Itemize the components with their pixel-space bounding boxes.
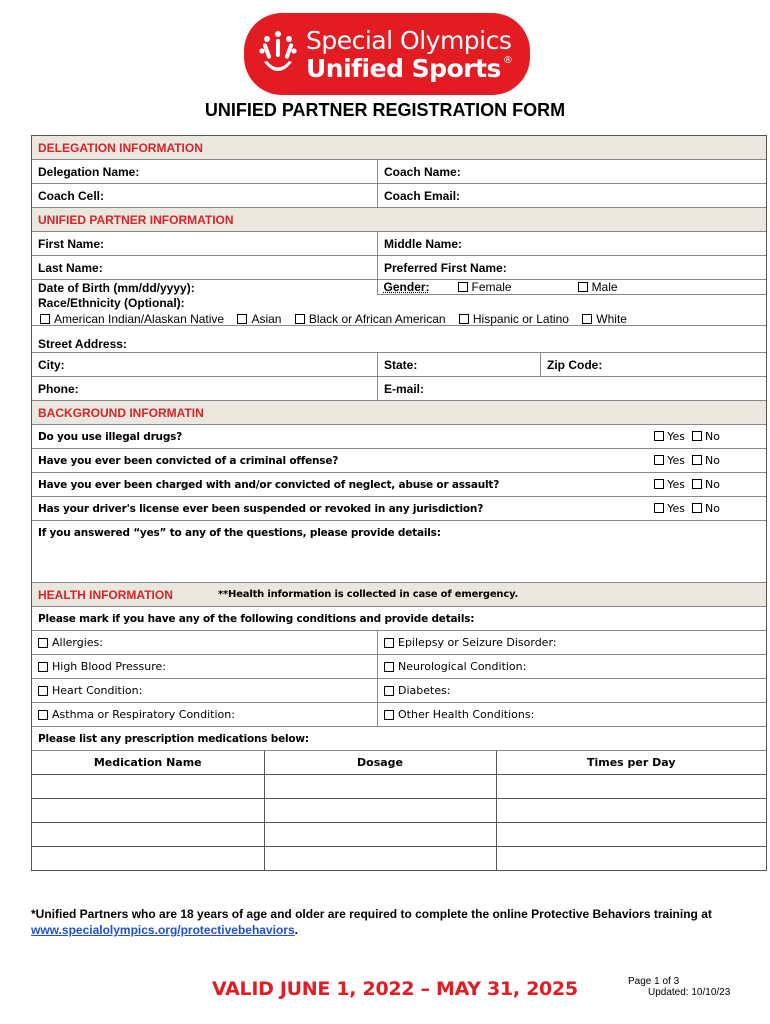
section-health-title: HEALTH INFORMATION (38, 587, 173, 602)
yes-checkbox[interactable]: Yes (654, 502, 685, 515)
race-option-black[interactable]: Black or African American (295, 312, 446, 326)
no-checkbox[interactable]: No (692, 454, 720, 467)
city-field[interactable]: City: (32, 353, 378, 376)
page-info (628, 976, 730, 998)
question-text: Have you ever been convicted of a criminal offense? (38, 454, 339, 467)
zip-field[interactable]: Zip Code: (547, 357, 603, 372)
heart-condition-checkbox[interactable]: Heart Condition: (32, 679, 378, 702)
question-text: Do you use illegal drugs? (38, 430, 183, 443)
details-field[interactable]: If you answered “yes” to any of the questions, please provide details: (38, 527, 441, 539)
asthma-checkbox[interactable]: Asthma or Respiratory Condition: (32, 703, 378, 726)
yes-checkbox[interactable]: Yes (654, 478, 685, 491)
section-background (32, 401, 766, 425)
table-cell[interactable] (264, 798, 496, 822)
table-cell[interactable] (496, 846, 766, 870)
protective-behaviors-note: *Unified Partners who are 18 years of age and older are required to complete the online Protective Behaviors training at www.specialolympics.org/protectivebehaviors. (31, 907, 712, 937)
other-conditions-checkbox[interactable]: Other Health Conditions: (378, 703, 534, 726)
race-option-hispanic[interactable]: Hispanic or Latino (459, 312, 569, 326)
column-header-dosage: Dosage (264, 751, 496, 774)
no-checkbox[interactable]: No (692, 478, 720, 491)
medications-table (32, 751, 766, 870)
form-title: UNIFIED PARTNER REGISTRATION FORM (204, 100, 566, 120)
table-row (32, 798, 766, 822)
logo-line-2: Unified Sports (306, 53, 501, 83)
gender-female-checkbox[interactable]: Female (458, 280, 512, 294)
table-cell[interactable] (32, 822, 264, 846)
preferred-name-field[interactable]: Preferred First Name: (384, 260, 507, 275)
race-label: Race/Ethnicity (Optional): (38, 296, 185, 310)
page-number: Page 1 of 3 (628, 976, 680, 987)
updated-date: Updated: 10/10/23 (648, 987, 731, 998)
allergies-checkbox[interactable]: Allergies: (32, 631, 378, 654)
column-header-times: Times per Day (496, 751, 766, 774)
coach-name-field[interactable]: Coach Name: (384, 164, 461, 179)
dob-field[interactable]: Date of Birth (mm/dd/yyyy): (32, 280, 378, 295)
validity-dates: VALID JUNE 1, 2022 – MAY 31, 2025 (212, 978, 578, 1000)
last-name-field[interactable]: Last Name: (32, 256, 378, 279)
question-row (32, 497, 766, 521)
registered-mark: ® (502, 54, 513, 66)
yes-checkbox[interactable]: Yes (654, 454, 685, 467)
section-partner (32, 208, 766, 232)
athletes-icon (258, 28, 298, 80)
state-field[interactable]: State: (378, 353, 541, 376)
question-text: Has your driver's license ever been suspended or revoked in any jurisdiction? (38, 502, 484, 515)
table-row (32, 822, 766, 846)
registration-form (31, 135, 767, 871)
table-row (32, 774, 766, 798)
race-option-american-indian[interactable]: American Indian/Alaskan Native (40, 312, 224, 326)
street-address-field[interactable]: Street Address: (38, 337, 127, 351)
table-cell[interactable] (32, 798, 264, 822)
section-health (32, 583, 766, 607)
high-blood-pressure-checkbox[interactable]: High Blood Pressure: (32, 655, 378, 678)
diabetes-checkbox[interactable]: Diabetes: (378, 679, 451, 702)
column-header-medication: Medication Name (32, 751, 264, 774)
no-checkbox[interactable]: No (692, 502, 720, 515)
table-cell[interactable] (496, 798, 766, 822)
table-row (32, 846, 766, 870)
question-row (32, 449, 766, 473)
table-cell[interactable] (264, 822, 496, 846)
middle-name-field[interactable]: Middle Name: (384, 236, 463, 251)
race-option-asian[interactable]: Asian (237, 312, 281, 326)
gender-male-checkbox[interactable]: Male (578, 280, 618, 294)
section-background-title: BACKGROUND INFORMATIN (38, 405, 204, 420)
health-note: **Health information is collected in case of emergency. (218, 589, 519, 600)
first-name-field[interactable]: First Name: (32, 232, 378, 255)
question-row (32, 473, 766, 497)
race-option-white[interactable]: White (582, 312, 627, 326)
logo-line-1: Special Olympics (306, 25, 512, 55)
email-field[interactable]: E-mail: (384, 381, 425, 396)
table-cell[interactable] (32, 846, 264, 870)
yes-checkbox[interactable]: Yes (654, 430, 685, 443)
epilepsy-checkbox[interactable]: Epilepsy or Seizure Disorder: (378, 631, 556, 654)
medications-label: Please list any prescription medications below: (38, 732, 309, 745)
no-checkbox[interactable]: No (692, 430, 720, 443)
table-cell[interactable] (264, 774, 496, 798)
question-text: Have you ever been charged with and/or convicted of neglect, abuse or assault? (38, 478, 500, 491)
table-cell[interactable] (32, 774, 264, 798)
table-cell[interactable] (264, 846, 496, 870)
special-olympics-logo (244, 13, 530, 95)
gender-label: Gender: (383, 280, 430, 294)
coach-cell-field[interactable]: Coach Cell: (32, 184, 378, 207)
section-partner-title: UNIFIED PARTNER INFORMATION (38, 212, 234, 227)
coach-email-field[interactable]: Coach Email: (384, 188, 461, 203)
table-cell[interactable] (496, 822, 766, 846)
neurological-checkbox[interactable]: Neurological Condition: (378, 655, 526, 678)
protective-behaviors-link[interactable]: www.specialolympics.org/protectivebehaviors (31, 923, 295, 937)
section-delegation-title: DELEGATION INFORMATION (38, 140, 203, 155)
section-delegation (32, 136, 766, 160)
delegation-name-field[interactable]: Delegation Name: (32, 160, 378, 183)
question-row (32, 425, 766, 449)
phone-field[interactable]: Phone: (32, 377, 378, 400)
health-instructions: Please mark if you have any of the following conditions and provide details: (38, 612, 475, 625)
table-cell[interactable] (496, 774, 766, 798)
